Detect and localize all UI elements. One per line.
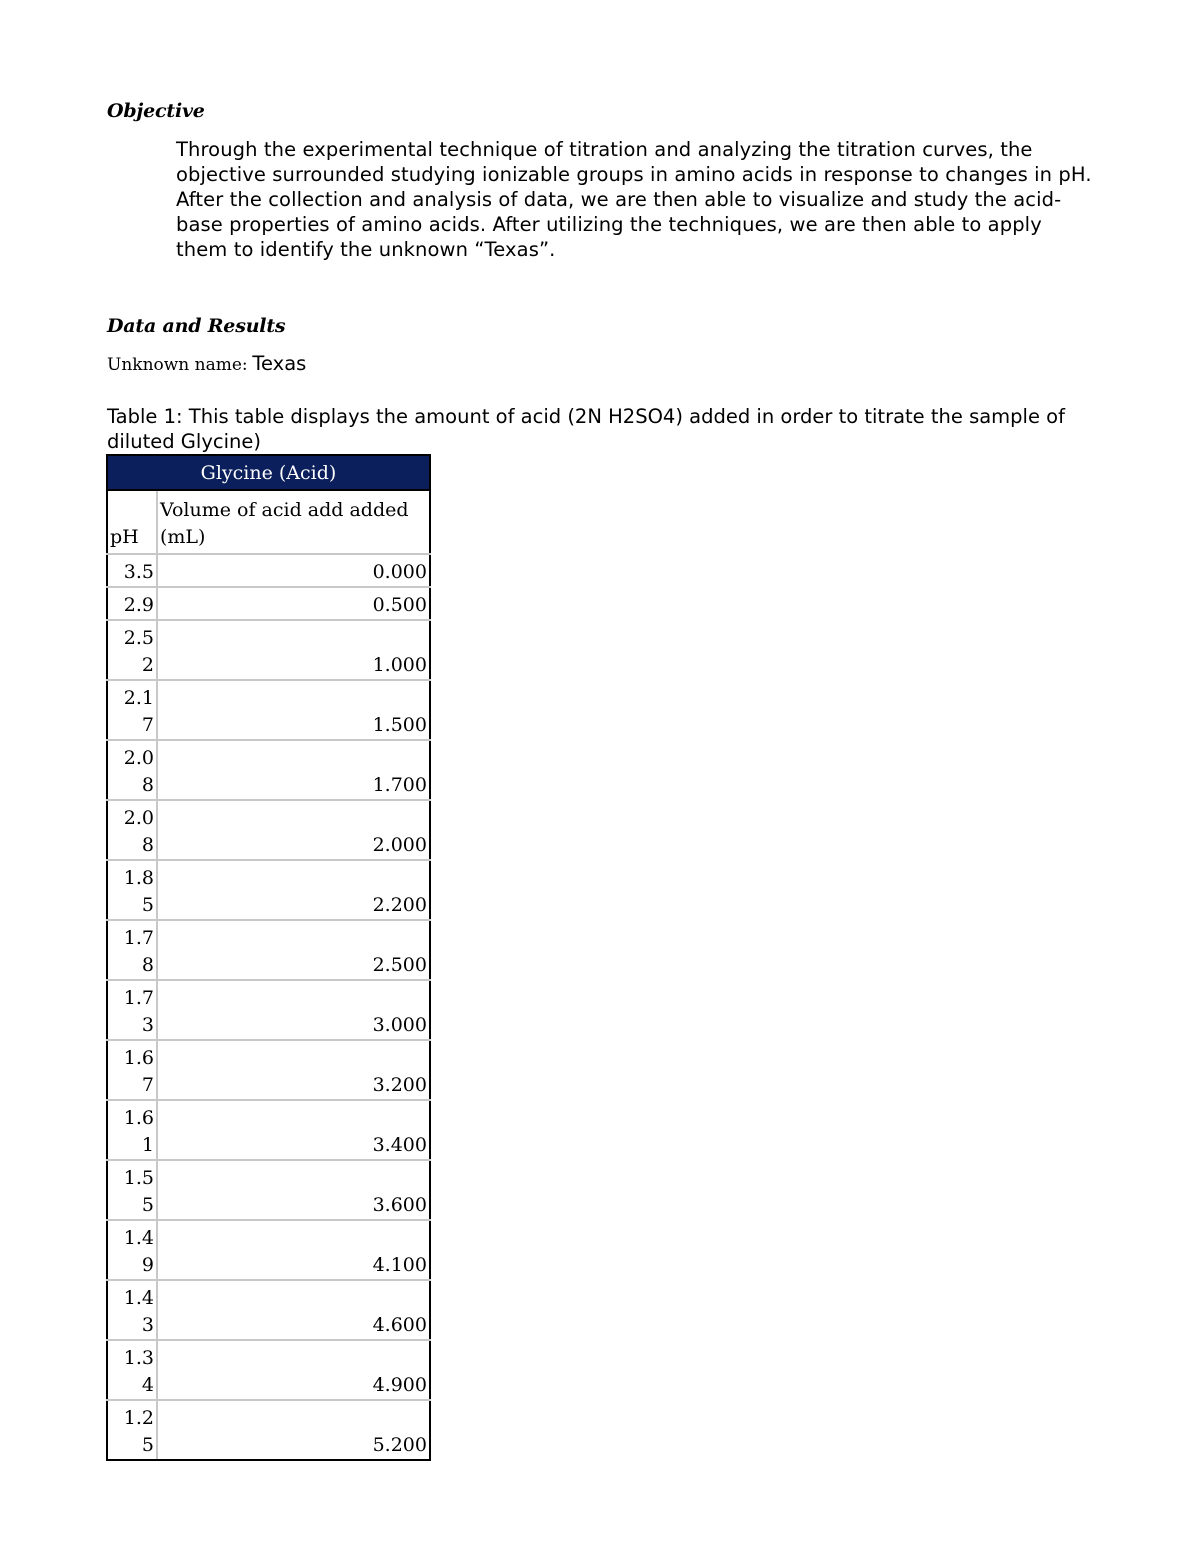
volume-cell: 1.700	[157, 740, 430, 800]
ph-cell	[107, 554, 157, 587]
ph-header-label: pH	[110, 526, 139, 548]
table-row	[107, 554, 430, 587]
glycine-titration-table	[106, 454, 431, 1461]
ph-cell	[107, 1040, 157, 1100]
volume-cell: 1.500	[157, 680, 430, 740]
volume-cell: 4.600	[157, 1280, 430, 1340]
table-title: Glycine (Acid)	[107, 455, 430, 490]
ph-value: 1.49	[123, 1227, 154, 1276]
table-row	[107, 1100, 430, 1160]
volume-cell: 4.100	[157, 1220, 430, 1280]
volume-cell: 3.400	[157, 1100, 430, 1160]
ph-cell	[107, 587, 157, 620]
volume-cell: 3.000	[157, 980, 430, 1040]
table-row	[107, 860, 430, 920]
ph-cell	[107, 1160, 157, 1220]
ph-cell	[107, 1100, 157, 1160]
ph-value: 2.52	[123, 627, 154, 676]
ph-value: 1.55	[123, 1167, 154, 1216]
ph-value: 1.43	[123, 1287, 154, 1336]
volume-cell: 5.200	[157, 1400, 430, 1460]
table-row	[107, 1280, 430, 1340]
objective-heading: Objective	[107, 100, 205, 122]
table-row	[107, 1220, 430, 1280]
table-row	[107, 1040, 430, 1100]
ph-value: 2.08	[123, 747, 154, 796]
volume-cell: 0.500	[157, 587, 430, 620]
ph-cell	[107, 1220, 157, 1280]
ph-value: 1.78	[123, 927, 154, 976]
ph-cell	[107, 980, 157, 1040]
table-row	[107, 1340, 430, 1400]
ph-value: 2.17	[123, 687, 154, 736]
ph-value: 2.9	[123, 594, 154, 616]
volume-cell: 2.000	[157, 800, 430, 860]
ph-cell	[107, 860, 157, 920]
table-row	[107, 680, 430, 740]
table-row	[107, 1400, 430, 1460]
ph-cell	[107, 620, 157, 680]
table-row	[107, 800, 430, 860]
ph-value: 1.25	[123, 1407, 154, 1456]
data-results-heading: Data and Results	[107, 315, 286, 337]
ph-value: 1.67	[123, 1047, 154, 1096]
volume-cell: 2.500	[157, 920, 430, 980]
volume-header-label: Volume of acid add added (mL)	[160, 499, 409, 548]
ph-value: 2.08	[123, 807, 154, 856]
volume-cell: 1.000	[157, 620, 430, 680]
volume-cell: 0.000	[157, 554, 430, 587]
volume-cell: 3.600	[157, 1160, 430, 1220]
volume-column-header	[157, 490, 430, 554]
ph-value: 3.5	[123, 561, 154, 583]
ph-value: 1.85	[123, 867, 154, 916]
ph-column-header	[107, 490, 157, 554]
ph-cell	[107, 920, 157, 980]
volume-cell: 2.200	[157, 860, 430, 920]
ph-cell	[107, 740, 157, 800]
table-row	[107, 740, 430, 800]
ph-cell	[107, 800, 157, 860]
table-row	[107, 587, 430, 620]
ph-cell	[107, 1400, 157, 1460]
unknown-name-label: Unknown name:	[107, 355, 248, 375]
table-caption: Table 1: This table displays the amount of acid (2N H2SO4) added in order to titrate the sample of diluted Glycine)	[107, 405, 1065, 453]
table-header-row	[107, 490, 430, 554]
table-body	[107, 490, 430, 1460]
table-row	[107, 620, 430, 680]
unknown-name-line	[107, 352, 306, 376]
ph-value: 1.73	[123, 987, 154, 1036]
table-row	[107, 920, 430, 980]
ph-cell	[107, 1340, 157, 1400]
volume-cell: 3.200	[157, 1040, 430, 1100]
ph-value: 1.61	[123, 1107, 154, 1156]
objective-paragraph: Through the experimental technique of titration and analyzing the titration curves, the objective surrounded studying ionizable groups in amino acids in response to changes in pH. After the collection and analysis of data, we are then able to visualize and study the acid-base properties of amino acids. After utilizing the techniques, we are then able to apply them to identify the unknown “Texas”.	[176, 138, 1092, 261]
table-row	[107, 1160, 430, 1220]
volume-cell: 4.900	[157, 1340, 430, 1400]
table-row	[107, 980, 430, 1040]
unknown-name-value: Texas	[252, 352, 307, 375]
ph-value: 1.34	[123, 1347, 154, 1396]
ph-cell	[107, 680, 157, 740]
ph-cell	[107, 1280, 157, 1340]
